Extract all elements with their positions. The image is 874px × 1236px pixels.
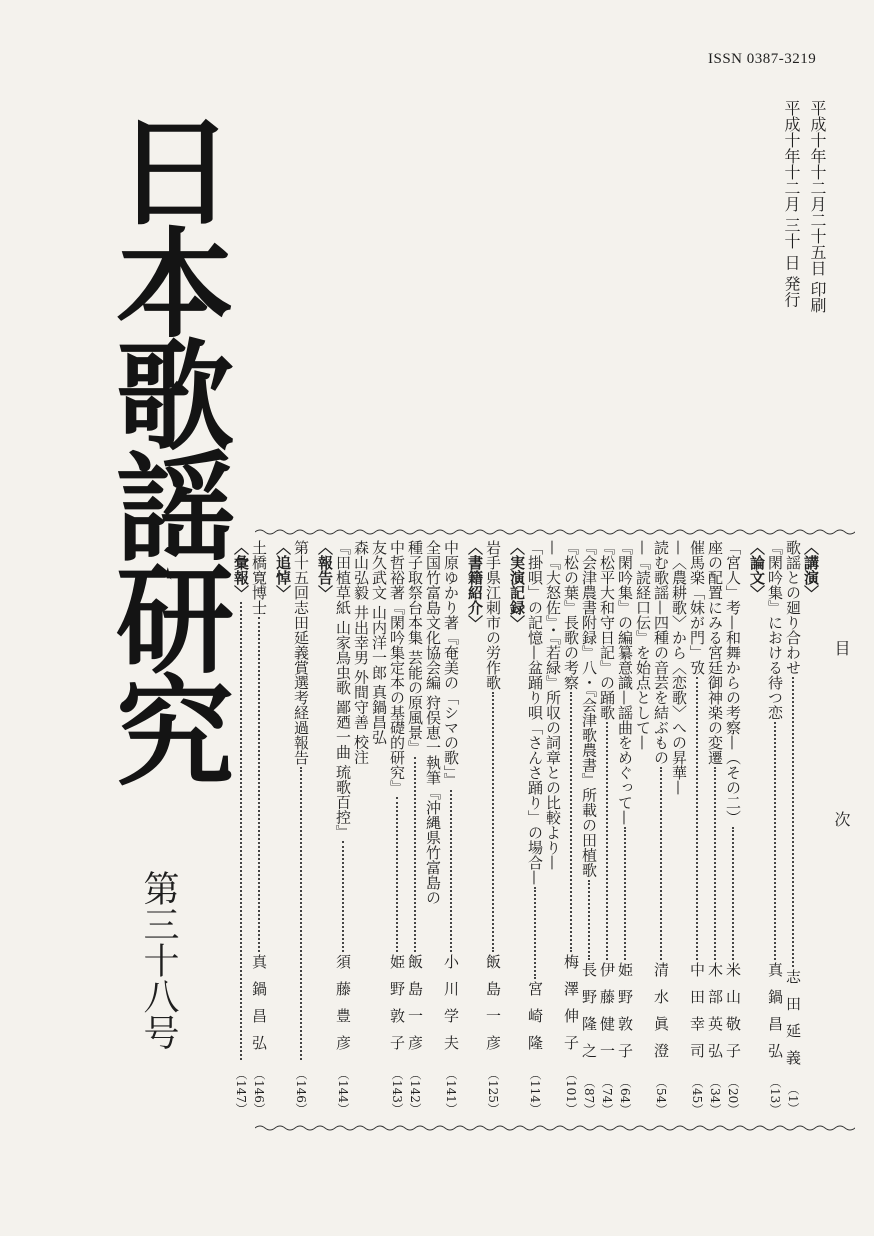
- toc-entry-title: 〈報告〉: [316, 540, 334, 600]
- toc-leader-dots: [792, 677, 794, 967]
- toc-entry: [580, 540, 598, 1115]
- toc-section-heading: [466, 540, 484, 1115]
- toc-leader-dots: [696, 677, 698, 960]
- toc-entry-title: —〈農耕歌〉から〈恋歌〉への昇華—: [670, 540, 688, 795]
- toc-entry-title: 『松の葉』長歌の考察: [562, 540, 580, 690]
- publication-dates: [780, 100, 828, 350]
- toc-entry: [250, 540, 268, 1115]
- toc-entry-page: （147）: [234, 1068, 248, 1115]
- toc-leader-dots: [774, 722, 776, 960]
- toc-entry-page: （146）: [252, 1068, 266, 1115]
- toc-entry-title: 『松平大和守日記』の踊歌: [598, 540, 616, 720]
- toc-entry-title: 〈論文〉: [748, 540, 766, 600]
- toc-entry-page: （34）: [708, 1075, 722, 1115]
- toc-leader-dots: [300, 767, 302, 1060]
- toc-entry-author: 小川学夫: [442, 954, 460, 1063]
- toc-entry-page: （54）: [654, 1075, 668, 1115]
- toc-entry: [724, 540, 742, 1115]
- toc-entry-page: （143）: [390, 1068, 404, 1115]
- toc-entry-title: 『閑吟集』における待つ恋: [766, 540, 784, 720]
- toc-entry-title: 『田植草紙 山家鳥虫歌 鄙廼一曲 琉歌百控』: [334, 540, 352, 840]
- toc-entry-author: 米山敬子: [724, 961, 742, 1070]
- toc-entry: [526, 540, 544, 1115]
- toc-entry-title: 岩手県江刺市の労作歌: [484, 540, 502, 690]
- toc-entry-author: 須藤豊彦: [334, 954, 352, 1063]
- toc-section-heading: [316, 540, 334, 1115]
- toc-entry-author: 木部英弘: [706, 961, 724, 1070]
- toc-entry-title: 中哲裕著『閑吟集定本の基礎的研究』: [388, 540, 406, 795]
- toc-entry-author: 宮崎隆: [526, 981, 544, 1063]
- toc-entry: [598, 540, 616, 1115]
- toc-heading-char-2: 次: [832, 811, 851, 827]
- toc-entry-title: 催馬楽「妹が門」攷: [688, 540, 706, 675]
- toc-leader-dots: [492, 692, 494, 952]
- toc-section-heading: [274, 540, 292, 1115]
- toc-entry: [370, 540, 388, 1115]
- toc-entry: [292, 540, 310, 1115]
- toc-entry-title: 〈書籍紹介〉: [466, 540, 484, 630]
- issn-number: ISSN 0387-3219: [708, 51, 817, 67]
- toc-top-wavy-rule: [255, 528, 855, 536]
- toc-leader-dots: [396, 797, 398, 952]
- toc-entry-page: （101）: [564, 1068, 578, 1115]
- toc-entry-title: 中原ゆかり著『奄美の「シマの歌」』: [442, 540, 460, 788]
- toc-entry-author: 飯島一彦: [484, 954, 502, 1063]
- toc-entry-title: 座の配置にみる宮廷御神楽の変遷: [706, 540, 724, 765]
- toc-section-heading: [232, 540, 250, 1115]
- toc-entry-title: 〈実演記録〉: [508, 540, 526, 630]
- toc-leader-dots: [534, 887, 536, 979]
- toc-entry-title: 土橋寛博士: [250, 540, 268, 615]
- toc-leader-dots: [258, 617, 260, 952]
- toc-entry-page: （64）: [618, 1075, 632, 1115]
- toc-entry-page: （141）: [444, 1068, 458, 1115]
- toc-entry: [544, 540, 562, 1115]
- toc-entry: [616, 540, 634, 1115]
- toc-entry-title: —『読経口伝』を始点として—: [634, 540, 652, 750]
- toc-entry-title: 〈追悼〉: [274, 540, 292, 600]
- toc-entry-author: 飯島一彦: [406, 954, 424, 1063]
- toc-entry-title: 「掛唄」の記憶—盆踊り唄「さんさ踊り」の場合—: [526, 540, 544, 885]
- toc-entry-page: （13）: [768, 1075, 782, 1115]
- toc-entry-title: 友久武文 山内洋一郎 真鍋昌弘: [370, 540, 388, 745]
- toc-entry-page: （20）: [726, 1075, 740, 1115]
- print-date: 平成十年十二月二十五日 印刷: [808, 100, 827, 314]
- toc-entry: [634, 540, 652, 1115]
- toc-entry-title: —『大怒佐』・『若緑』所収の詞章との比較より—: [544, 540, 562, 870]
- toc-entry-author: 姫野敦子: [388, 954, 406, 1063]
- toc-entry: [424, 540, 442, 1115]
- toc-entry-author: 伊藤健一: [598, 961, 616, 1070]
- toc-entry-page: （142）: [408, 1068, 422, 1115]
- toc-entry-author: 志田延義: [784, 969, 802, 1078]
- toc-entry: [688, 540, 706, 1115]
- toc-entry: [484, 540, 502, 1115]
- toc-entry-title: 〈講演〉: [802, 540, 820, 600]
- toc-entry-author: 姫野敦子: [616, 961, 634, 1070]
- toc-leader-dots: [414, 757, 416, 952]
- toc-entry: [670, 540, 688, 1115]
- issue-number: 第三十八号: [138, 870, 179, 1050]
- toc-entry: [406, 540, 424, 1115]
- toc-leader-dots: [240, 602, 242, 1060]
- toc-entry-title: 森山弘毅 井出幸男 外間守善 校注: [352, 540, 370, 765]
- toc-entry-author: 真鍋昌弘: [766, 961, 784, 1070]
- toc-entry-author: 清水眞澄: [652, 961, 670, 1070]
- toc-leader-dots: [732, 827, 734, 960]
- toc-leader-dots: [714, 767, 716, 960]
- toc-entry-page: （1）: [786, 1083, 800, 1115]
- toc-entry: [706, 540, 724, 1115]
- toc-entry-page: （125）: [486, 1068, 500, 1115]
- toc-entry-page: （74）: [600, 1075, 614, 1115]
- toc-leader-dots: [588, 880, 590, 960]
- toc-entry-title: 種子取祭台本集 芸能の原風景』: [406, 540, 424, 755]
- toc-heading-char-1: 目: [832, 640, 851, 656]
- table-of-contents: [232, 540, 820, 1115]
- toc-entry: [652, 540, 670, 1115]
- toc-entry-page: （114）: [528, 1068, 542, 1115]
- toc-leader-dots: [570, 692, 572, 952]
- toc-leader-dots: [606, 722, 608, 960]
- toc-heading: [830, 640, 853, 827]
- toc-section-heading: [802, 540, 820, 1115]
- toc-entry: [784, 540, 802, 1115]
- toc-leader-dots: [660, 767, 662, 960]
- toc-entry-page: （45）: [690, 1075, 704, 1115]
- toc-entry-author: 梅澤伸子: [562, 954, 580, 1063]
- toc-entry: [388, 540, 406, 1115]
- toc-entry-title: 読む歌謡—四種の音芸を結ぶもの: [652, 540, 670, 765]
- toc-entry-author: 長野隆之: [580, 961, 598, 1070]
- toc-entry: [334, 540, 352, 1115]
- toc-leader-dots: [342, 841, 344, 952]
- toc-leader-dots: [624, 827, 626, 960]
- toc-section-heading: [508, 540, 526, 1115]
- toc-entry-title: 『閑吟集』の編纂意識—謡曲をめぐって—: [616, 540, 634, 825]
- toc-entry-author: 中田幸司: [688, 961, 706, 1070]
- toc-entry-page: （87）: [582, 1075, 596, 1115]
- toc-entry-title: 第十五回志田延義賞選考経過報告: [292, 540, 310, 765]
- toc-entry: [766, 540, 784, 1115]
- toc-entry-page: （146）: [294, 1068, 308, 1115]
- toc-entry-title: 〈彙報〉: [232, 540, 250, 600]
- toc-entry-title: 全国竹富島文化協会編 狩俣恵一執筆『沖縄県竹富島の: [424, 540, 442, 905]
- toc-entry-page: （144）: [336, 1068, 350, 1115]
- toc-bottom-wavy-rule: [255, 1124, 855, 1132]
- toc-section-heading: [748, 540, 766, 1115]
- toc-entry-title: 『会津農書附録』八・『会津歌農書』所載の田植歌: [580, 540, 598, 878]
- publish-date: 平成十年十二月 三十 日 発行: [782, 100, 801, 308]
- toc-entry: [352, 540, 370, 1115]
- toc-entry: [442, 540, 460, 1115]
- toc-entry: [562, 540, 580, 1115]
- toc-entry-title: 「宮人」考—和舞からの考察—（その二）: [724, 540, 742, 825]
- toc-entry-author: 真鍋昌弘: [250, 954, 268, 1063]
- toc-leader-dots: [450, 790, 452, 953]
- journal-title: 日本歌謡研究: [96, 110, 235, 782]
- toc-entry-title: 歌謡との廻り合わせ: [784, 540, 802, 675]
